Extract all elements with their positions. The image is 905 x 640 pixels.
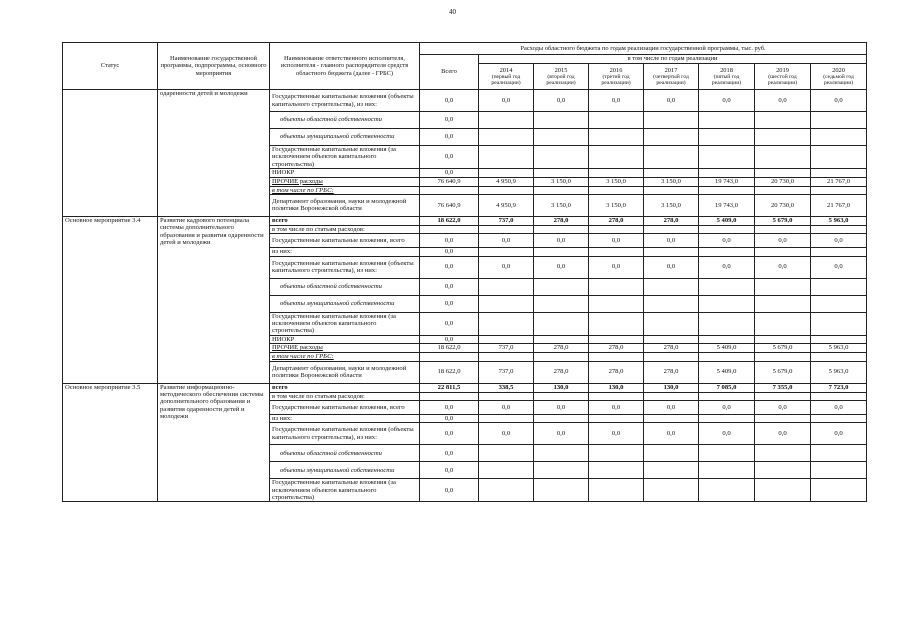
expense-label-cell: объекты областной собственности — [270, 112, 420, 129]
year-value-cell — [811, 248, 867, 256]
expense-label-cell: Департамент образования, науки и молодежной политики Воронежской области — [270, 194, 420, 216]
expense-label-cell: Государственные капитальные вложения (объекты капитального строительства), из них: — [270, 256, 420, 278]
year-value-cell: 278,0 — [589, 361, 644, 383]
year-value-cell: 5 409,0 — [699, 344, 755, 353]
year-value-cell: 278,0 — [534, 216, 589, 225]
year-value-cell — [589, 312, 644, 335]
expense-label-cell: НИОКР — [270, 169, 420, 177]
year-value-cell — [589, 169, 644, 177]
expense-label-cell: объекты муниципальной собственности — [270, 295, 420, 312]
year-value-cell: 19 743,0 — [699, 177, 755, 186]
year-value-cell — [755, 225, 811, 233]
year-value-cell — [811, 278, 867, 295]
year-value-cell: 0,0 — [534, 234, 589, 248]
year-value-cell — [699, 414, 755, 422]
year-value-cell — [479, 295, 534, 312]
year-value-cell — [479, 392, 534, 400]
page-number: 40 — [449, 8, 456, 16]
year-value-cell: 737,0 — [479, 361, 534, 383]
year-value-cell: 0,0 — [534, 90, 589, 112]
status-cell — [63, 90, 158, 217]
year-value-cell: 5 963,0 — [811, 361, 867, 383]
header-year-label: 2014 — [499, 66, 513, 74]
year-value-cell: 7 085,0 — [699, 383, 755, 392]
year-value-cell: 278,0 — [644, 216, 699, 225]
total-value-cell: 0,0 — [420, 146, 479, 169]
year-value-cell: 0,0 — [644, 234, 699, 248]
year-value-cell — [811, 335, 867, 343]
year-value-cell: 3 150,0 — [644, 177, 699, 186]
year-value-cell — [589, 295, 644, 312]
year-value-cell: 3 150,0 — [534, 177, 589, 186]
year-value-cell: 0,0 — [811, 234, 867, 248]
year-value-cell — [589, 278, 644, 295]
expense-label-cell: в том числе по ГРБС: — [270, 186, 420, 194]
year-value-cell — [479, 312, 534, 335]
year-value-cell — [534, 445, 589, 462]
total-value-cell — [420, 392, 479, 400]
year-value-cell — [534, 335, 589, 343]
year-value-cell — [644, 445, 699, 462]
header-year-label: 2017 — [664, 66, 678, 74]
year-value-cell — [534, 462, 589, 479]
program-name-cell: Развитие кадрового потенциала системы дополнительного образования и развития одаренности детей и молодежи — [158, 216, 270, 383]
total-value-cell: 0,0 — [420, 479, 479, 502]
year-value-cell — [589, 445, 644, 462]
year-value-cell — [644, 295, 699, 312]
year-value-cell — [811, 445, 867, 462]
year-value-cell: 5 679,0 — [755, 216, 811, 225]
year-value-cell — [699, 312, 755, 335]
year-value-cell: 0,0 — [479, 256, 534, 278]
year-value-cell: 0,0 — [644, 423, 699, 445]
year-value-cell — [589, 146, 644, 169]
year-value-cell: 0,0 — [479, 400, 534, 414]
year-value-cell — [699, 186, 755, 194]
expense-label-cell: ПРОЧИЕ расходы — [270, 344, 420, 353]
year-value-cell — [755, 186, 811, 194]
year-value-cell — [589, 186, 644, 194]
year-value-cell — [811, 225, 867, 233]
year-value-cell — [699, 225, 755, 233]
year-value-cell — [755, 392, 811, 400]
year-value-cell: 0,0 — [755, 90, 811, 112]
year-value-cell: 3 150,0 — [589, 194, 644, 216]
header-year-label: 2018 — [720, 66, 733, 74]
year-value-cell — [589, 129, 644, 146]
year-value-cell — [479, 479, 534, 502]
year-value-cell — [534, 112, 589, 129]
year-value-cell — [811, 112, 867, 129]
year-value-cell — [479, 146, 534, 169]
expense-label-cell: объекты областной собственности — [270, 445, 420, 462]
year-value-cell — [811, 479, 867, 502]
expense-label-cell: НИОКР — [270, 335, 420, 343]
total-value-cell: 0,0 — [420, 400, 479, 414]
year-value-cell: 0,0 — [644, 400, 699, 414]
year-value-cell — [479, 278, 534, 295]
year-value-cell — [479, 112, 534, 129]
year-value-cell — [589, 479, 644, 502]
year-value-cell: 0,0 — [534, 400, 589, 414]
year-value-cell — [644, 335, 699, 343]
year-value-cell: 0,0 — [479, 234, 534, 248]
year-value-cell — [811, 414, 867, 422]
year-value-cell — [755, 414, 811, 422]
year-value-cell: 0,0 — [589, 234, 644, 248]
year-value-cell — [589, 112, 644, 129]
year-value-cell — [534, 186, 589, 194]
total-value-cell: 0,0 — [420, 112, 479, 129]
year-value-cell — [699, 353, 755, 361]
year-value-cell — [589, 353, 644, 361]
year-value-cell: 0,0 — [644, 256, 699, 278]
year-value-cell: 7 723,0 — [811, 383, 867, 392]
year-value-cell: 21 767,0 — [811, 177, 867, 186]
year-value-cell — [699, 278, 755, 295]
total-value-cell — [420, 186, 479, 194]
year-value-cell — [699, 169, 755, 177]
header-year-2015 — [534, 64, 589, 90]
total-value-cell: 0,0 — [420, 445, 479, 462]
year-value-cell: 0,0 — [479, 423, 534, 445]
total-value-cell: 18 622,0 — [420, 361, 479, 383]
year-value-cell — [644, 353, 699, 361]
expense-label-cell: Государственные капитальные вложения (за исключением объектов капитального строительства) — [270, 479, 420, 502]
expense-label-cell: Государственные капитальные вложения (за исключением объектов капитального строительства) — [270, 312, 420, 335]
year-value-cell: 130,0 — [589, 383, 644, 392]
year-value-cell — [755, 462, 811, 479]
year-value-cell — [699, 146, 755, 169]
year-value-cell — [811, 312, 867, 335]
year-value-cell — [534, 225, 589, 233]
header-status: Статус — [63, 43, 158, 90]
total-value-cell — [420, 353, 479, 361]
year-value-cell: 278,0 — [589, 216, 644, 225]
expense-label-cell: Государственные капитальные вложения, всего — [270, 234, 420, 248]
expense-label-cell: Государственные капитальные вложения, всего — [270, 400, 420, 414]
table-header — [63, 43, 867, 90]
header-year-sub: (шестой год реализации) — [767, 73, 798, 87]
year-value-cell — [699, 112, 755, 129]
header-year-2019 — [755, 64, 811, 90]
program-name-cell: Развитие информационно-методического обеспечения системы дополнительного образования и развития одаренности детей и молодежи — [158, 383, 270, 502]
expense-label-cell: объекты муниципальной собственности — [270, 129, 420, 146]
year-value-cell: 278,0 — [644, 361, 699, 383]
year-value-cell — [534, 129, 589, 146]
year-value-cell — [479, 225, 534, 233]
year-value-cell — [755, 312, 811, 335]
year-value-cell — [755, 295, 811, 312]
total-value-cell: 0,0 — [420, 90, 479, 112]
total-value-cell: 0,0 — [420, 462, 479, 479]
expense-label-cell: Государственные капитальные вложения (объекты капитального строительства), из них: — [270, 423, 420, 445]
year-value-cell — [589, 414, 644, 422]
header-budget-title: Расходы областного бюджета по годам реализации государственной программы, тыс. руб. — [420, 43, 867, 55]
table-row — [63, 383, 867, 392]
year-value-cell — [479, 414, 534, 422]
total-value-cell: 0,0 — [420, 248, 479, 256]
header-year-2016 — [589, 64, 644, 90]
year-value-cell: 278,0 — [534, 361, 589, 383]
header-year-2018 — [699, 64, 755, 90]
year-value-cell — [644, 278, 699, 295]
year-value-cell — [534, 278, 589, 295]
year-value-cell — [755, 248, 811, 256]
header-year-label: 2019 — [776, 66, 789, 74]
header-year-sub: (четвертый год реализации) — [653, 73, 689, 87]
year-value-cell — [699, 392, 755, 400]
year-value-cell — [534, 414, 589, 422]
year-value-cell — [755, 278, 811, 295]
year-value-cell — [699, 445, 755, 462]
year-value-cell — [699, 129, 755, 146]
total-value-cell: 0,0 — [420, 256, 479, 278]
header-year-sub: (третий год реализации) — [601, 73, 631, 87]
year-value-cell: 0,0 — [699, 423, 755, 445]
year-value-cell — [534, 248, 589, 256]
total-value-cell: 18 622,0 — [420, 216, 479, 225]
expense-label-cell: в том числе по ГРБС: — [270, 353, 420, 361]
header-year-label: 2016 — [609, 66, 623, 74]
year-value-cell: 0,0 — [699, 256, 755, 278]
year-value-cell: 0,0 — [699, 400, 755, 414]
year-value-cell — [479, 353, 534, 361]
year-value-cell — [479, 129, 534, 146]
year-value-cell: 5 409,0 — [699, 216, 755, 225]
total-value-cell: 76 640,9 — [420, 177, 479, 186]
header-year-sub: (второй год реализации) — [546, 73, 576, 87]
year-value-cell: 278,0 — [644, 344, 699, 353]
expense-label-cell: из них: — [270, 414, 420, 422]
header-years-caption: в том числе по годам реализации — [479, 55, 867, 64]
year-value-cell: 737,0 — [479, 344, 534, 353]
year-value-cell: 3 150,0 — [534, 194, 589, 216]
year-value-cell: 130,0 — [534, 383, 589, 392]
year-value-cell — [479, 462, 534, 479]
expense-label-cell: всего — [270, 216, 420, 225]
year-value-cell: 278,0 — [589, 344, 644, 353]
year-value-cell: 0,0 — [589, 256, 644, 278]
year-value-cell — [755, 445, 811, 462]
year-value-cell: 0,0 — [699, 90, 755, 112]
year-value-cell — [644, 225, 699, 233]
program-name-cell: одаренности детей и молодежи — [158, 90, 270, 217]
year-value-cell: 3 150,0 — [644, 194, 699, 216]
year-value-cell — [811, 129, 867, 146]
year-value-cell — [644, 479, 699, 502]
year-value-cell — [644, 169, 699, 177]
year-value-cell: 0,0 — [811, 400, 867, 414]
total-value-cell: 0,0 — [420, 312, 479, 335]
total-value-cell: 0,0 — [420, 129, 479, 146]
year-value-cell — [479, 445, 534, 462]
expense-label-cell: в том числе по статьям расходов: — [270, 225, 420, 233]
year-value-cell — [479, 248, 534, 256]
year-value-cell — [644, 186, 699, 194]
year-value-cell — [811, 353, 867, 361]
year-value-cell — [699, 248, 755, 256]
year-value-cell — [589, 462, 644, 479]
header-year-sub: (первый год реализации) — [491, 73, 521, 87]
budget-table — [62, 42, 867, 502]
year-value-cell: 0,0 — [644, 90, 699, 112]
expense-label-cell: Государственные капитальные вложения (за исключением объектов капитального строительства) — [270, 146, 420, 169]
header-grbs: Наименование ответственного исполнителя, исполнителя - главного распорядителя средств областного бюджета (далее - ГРБС) — [270, 43, 420, 90]
year-value-cell — [811, 392, 867, 400]
year-value-cell: 0,0 — [479, 90, 534, 112]
expense-label-cell: Государственные капитальные вложения (объекты капитального строительства), из них: — [270, 90, 420, 112]
year-value-cell: 0,0 — [589, 90, 644, 112]
header-year-2014 — [479, 64, 534, 90]
year-value-cell — [811, 295, 867, 312]
year-value-cell — [589, 225, 644, 233]
year-value-cell: 4 950,9 — [479, 177, 534, 186]
year-value-cell: 0,0 — [811, 90, 867, 112]
year-value-cell: 3 150,0 — [589, 177, 644, 186]
year-value-cell: 338,5 — [479, 383, 534, 392]
year-value-cell — [589, 248, 644, 256]
year-value-cell: 130,0 — [644, 383, 699, 392]
year-value-cell: 0,0 — [755, 256, 811, 278]
header-program-name: Наименование государственной программы, подпрограммы, основного мероприятия — [158, 43, 270, 90]
year-value-cell — [644, 129, 699, 146]
year-value-cell — [479, 335, 534, 343]
year-value-cell — [644, 414, 699, 422]
total-value-cell: 76 640,9 — [420, 194, 479, 216]
year-value-cell — [534, 479, 589, 502]
total-value-cell: 0,0 — [420, 335, 479, 343]
expense-label-cell: всего — [270, 383, 420, 392]
year-value-cell: 20 730,0 — [755, 177, 811, 186]
year-value-cell — [755, 112, 811, 129]
year-value-cell: 0,0 — [589, 400, 644, 414]
status-cell: Основное мероприятие 3.4 — [63, 216, 158, 383]
year-value-cell — [699, 335, 755, 343]
year-value-cell — [644, 112, 699, 129]
year-value-cell — [534, 353, 589, 361]
year-value-cell — [589, 335, 644, 343]
year-value-cell — [811, 186, 867, 194]
year-value-cell: 0,0 — [589, 423, 644, 445]
year-value-cell — [534, 295, 589, 312]
header-year-2020 — [811, 64, 867, 90]
year-value-cell — [699, 462, 755, 479]
table-body — [63, 90, 867, 502]
year-value-cell: 0,0 — [811, 256, 867, 278]
table-row — [63, 216, 867, 225]
year-value-cell — [699, 295, 755, 312]
year-value-cell — [755, 479, 811, 502]
total-value-cell: 0,0 — [420, 234, 479, 248]
expense-label-cell: из них: — [270, 248, 420, 256]
table-row — [63, 90, 867, 112]
year-value-cell — [534, 146, 589, 169]
year-value-cell: 4 950,9 — [479, 194, 534, 216]
year-value-cell: 0,0 — [699, 234, 755, 248]
year-value-cell — [644, 392, 699, 400]
year-value-cell — [811, 169, 867, 177]
header-year-sub: (пятый год реализации) — [711, 73, 742, 87]
year-value-cell — [589, 392, 644, 400]
year-value-cell: 5 679,0 — [755, 361, 811, 383]
total-value-cell: 0,0 — [420, 423, 479, 445]
year-value-cell — [534, 312, 589, 335]
year-value-cell: 21 767,0 — [811, 194, 867, 216]
year-value-cell: 278,0 — [534, 344, 589, 353]
year-value-cell: 0,0 — [811, 423, 867, 445]
expense-label-cell: Департамент образования, науки и молодежной политики Воронежской области — [270, 361, 420, 383]
total-value-cell: 18 622,0 — [420, 344, 479, 353]
year-value-cell — [755, 146, 811, 169]
status-cell: Основное мероприятие 3.5 — [63, 383, 158, 502]
year-value-cell — [534, 392, 589, 400]
year-value-cell — [644, 146, 699, 169]
expense-label-cell: ПРОЧИЕ расходы — [270, 177, 420, 186]
year-value-cell: 737,0 — [479, 216, 534, 225]
total-value-cell: 0,0 — [420, 278, 479, 295]
total-value-cell: 0,0 — [420, 295, 479, 312]
year-value-cell: 0,0 — [534, 256, 589, 278]
year-value-cell — [755, 129, 811, 146]
total-value-cell: 0,0 — [420, 169, 479, 177]
year-value-cell — [644, 462, 699, 479]
year-value-cell: 5 679,0 — [755, 344, 811, 353]
year-value-cell: 19 743,0 — [699, 194, 755, 216]
year-value-cell: 0,0 — [755, 400, 811, 414]
year-value-cell: 5 409,0 — [699, 361, 755, 383]
year-value-cell: 0,0 — [755, 234, 811, 248]
year-value-cell: 0,0 — [755, 423, 811, 445]
year-value-cell — [699, 479, 755, 502]
year-value-cell: 7 355,0 — [755, 383, 811, 392]
year-value-cell: 0,0 — [534, 423, 589, 445]
year-value-cell — [644, 312, 699, 335]
expense-label-cell: объекты муниципальной собственности — [270, 462, 420, 479]
year-value-cell: 5 963,0 — [811, 216, 867, 225]
header-year-2017 — [644, 64, 699, 90]
year-value-cell — [479, 169, 534, 177]
year-value-cell — [755, 353, 811, 361]
year-value-cell — [479, 186, 534, 194]
total-value-cell: 0,0 — [420, 414, 479, 422]
year-value-cell — [755, 335, 811, 343]
year-value-cell — [811, 462, 867, 479]
total-value-cell: 22 811,5 — [420, 383, 479, 392]
year-value-cell: 20 730,0 — [755, 194, 811, 216]
year-value-cell — [811, 146, 867, 169]
header-year-label: 2015 — [554, 66, 568, 74]
year-value-cell — [644, 248, 699, 256]
header-total: Всего — [420, 55, 479, 90]
year-value-cell — [755, 169, 811, 177]
total-value-cell — [420, 225, 479, 233]
expense-label-cell: в том числе по статьям расходов: — [270, 392, 420, 400]
header-year-sub: (седьмой год реализации) — [823, 73, 854, 87]
year-value-cell — [534, 169, 589, 177]
expense-label-cell: объекты областной собственности — [270, 278, 420, 295]
header-year-label: 2020 — [832, 66, 845, 74]
year-value-cell: 5 963,0 — [811, 344, 867, 353]
